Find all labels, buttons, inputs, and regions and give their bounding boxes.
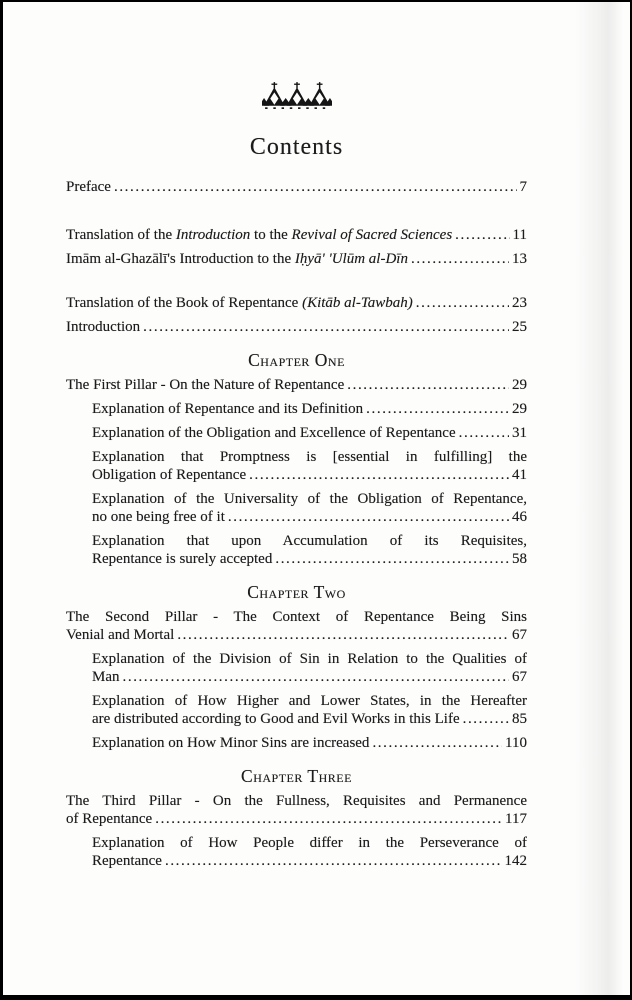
dot-leader — [459, 424, 509, 442]
toc-text: Introduction — [66, 319, 141, 335]
page-number: 13 — [512, 251, 527, 267]
toc-text: Explanation of the Division of Sin in Relation to the Qualities of — [92, 651, 527, 667]
toc-chapter-section — [66, 758, 527, 876]
toc-entry-line — [66, 250, 527, 268]
toc-text: Translation of the — [66, 227, 176, 243]
toc-text: Explanation of Repentance and its Definition — [92, 401, 364, 417]
toc-entry-title — [92, 734, 369, 752]
toc-text: Obligation of Repentance — [92, 467, 247, 483]
toc-entry — [66, 424, 527, 442]
toc-entry-line — [66, 810, 527, 828]
page-number: 23 — [512, 295, 527, 311]
chapter-heading: Chapter Two — [247, 582, 346, 602]
toc-entry-title — [66, 250, 408, 268]
dot-leader — [366, 400, 509, 418]
toc-text: Repentance — [92, 853, 162, 869]
toc-entry-line — [92, 668, 527, 686]
toc-entry-line — [66, 178, 527, 196]
toc-entry-title — [66, 810, 152, 828]
toc-text: Explanation on How Minor Sins are increased — [92, 735, 370, 751]
toc-text: no one being free of it — [92, 509, 225, 525]
toc-text: to the — [250, 227, 292, 243]
page-number: 67 — [512, 669, 527, 685]
dot-leader — [416, 294, 509, 312]
toc-entry — [66, 734, 527, 752]
toc-text: Explanation of How Higher and Lower States, in the Hereafter — [92, 693, 527, 709]
toc-entry — [66, 294, 527, 312]
toc-entry-line — [92, 650, 527, 668]
toc-entry-title — [66, 294, 413, 312]
toc-entry-title — [66, 318, 140, 336]
toc-entry-line — [92, 424, 527, 442]
toc-front-matter-group — [66, 226, 527, 274]
toc-entry — [66, 226, 527, 244]
page-number: 85 — [512, 711, 527, 727]
toc-text-italic: (Kitāb al-Tawbah) — [302, 295, 413, 311]
toc-entry-line — [92, 852, 527, 870]
toc-entry-title — [66, 376, 344, 394]
toc-chapter-section — [66, 574, 527, 758]
toc-text: Explanation of How People differ in the Perseverance of — [92, 835, 527, 851]
dot-leader — [275, 550, 509, 568]
toc-front-matter-group — [66, 178, 527, 202]
toc-entry-title — [92, 466, 246, 484]
toc-entry-line — [66, 792, 527, 810]
toc-entry-line — [66, 626, 527, 644]
toc-entry — [66, 608, 527, 644]
page-number: 67 — [512, 627, 527, 643]
toc-entry-line — [66, 226, 527, 244]
page-number: 46 — [512, 509, 527, 525]
chapter-heading: Chapter Three — [241, 766, 352, 786]
page-number: 11 — [512, 227, 527, 243]
page-content — [66, 82, 527, 876]
table-of-contents — [66, 178, 527, 876]
toc-entry-line — [92, 550, 527, 568]
dot-leader — [347, 376, 509, 394]
toc-front-matter-group — [66, 294, 527, 342]
toc-entry-line — [66, 294, 527, 312]
toc-text: Venial and Mortal — [66, 627, 175, 643]
dot-leader — [143, 318, 509, 336]
dot-leader — [228, 508, 509, 526]
toc-text: Imām al-Ghazālī's Introduction to the — [66, 251, 295, 267]
toc-entry-line — [92, 400, 527, 418]
toc-entry-line — [92, 508, 527, 526]
scan-shadow — [575, 2, 623, 995]
toc-entry-line — [92, 734, 527, 752]
page-number: 7 — [519, 179, 527, 195]
toc-text-italic: Introduction — [175, 227, 251, 243]
toc-text: Man — [92, 669, 120, 685]
dot-leader — [165, 852, 502, 870]
page-number: 29 — [512, 401, 527, 417]
toc-text: Repentance is surely accepted — [92, 551, 273, 567]
page-number: 110 — [505, 735, 527, 751]
dot-leader — [114, 178, 517, 196]
toc-text: The Second Pillar - The Context of Repentance Being Sins — [66, 609, 527, 625]
toc-entry-line — [92, 466, 527, 484]
toc-entry — [66, 490, 527, 526]
toc-entry-line — [92, 448, 527, 466]
paper — [3, 2, 630, 995]
toc-entry — [66, 532, 527, 568]
page-number: 25 — [512, 319, 527, 335]
dot-leader — [155, 810, 502, 828]
toc-entry — [66, 318, 527, 336]
toc-entry — [66, 250, 527, 268]
arabesque-ornament-icon — [66, 82, 527, 110]
page-title: Contents — [249, 134, 344, 160]
toc-entry-line — [92, 692, 527, 710]
toc-entry — [66, 792, 527, 828]
page-number: 29 — [512, 377, 527, 393]
toc-text: of Repentance — [66, 811, 153, 827]
dot-leader — [177, 626, 509, 644]
toc-entry-line — [92, 490, 527, 508]
toc-text: Preface — [66, 179, 111, 195]
toc-entry-line — [92, 834, 527, 852]
toc-entry-title — [92, 710, 460, 728]
page-number: 58 — [512, 551, 527, 567]
toc-entry — [66, 400, 527, 418]
page-number: 31 — [512, 425, 527, 441]
toc-text-italic: Revival of Sacred Sciences — [291, 227, 453, 243]
toc-entry-title — [66, 626, 174, 644]
toc-entry-title — [92, 668, 120, 686]
toc-text: The Third Pillar - On the Fullness, Requisites and Permanence — [66, 793, 527, 809]
page-number: 142 — [504, 853, 527, 869]
toc-entry-line — [92, 532, 527, 550]
toc-entry — [66, 650, 527, 686]
toc-text: Translation of the Book of Repentance — [66, 295, 303, 311]
toc-text: Explanation of the Universality of the Obligation of Repentance, — [92, 491, 527, 507]
toc-text: Explanation of the Obligation and Excellence of Repentance — [92, 425, 456, 441]
toc-entry-title — [92, 508, 225, 526]
toc-entry-line — [92, 710, 527, 728]
toc-entry — [66, 692, 527, 728]
toc-entry-title — [92, 550, 272, 568]
dot-leader — [455, 226, 509, 244]
toc-chapter-section — [66, 342, 527, 574]
page-number: 117 — [505, 811, 527, 827]
chapter-heading: Chapter One — [248, 350, 345, 370]
dot-leader — [249, 466, 509, 484]
page-number: 41 — [512, 467, 527, 483]
toc-entry-title — [92, 424, 456, 442]
dot-leader — [411, 250, 509, 268]
toc-entry-line — [66, 376, 527, 394]
toc-text: are distributed according to Good and Evil Works in this Life — [92, 711, 460, 727]
toc-entry-title — [92, 852, 162, 870]
toc-entry — [66, 834, 527, 870]
toc-entry-title — [66, 178, 111, 196]
toc-entry — [66, 448, 527, 484]
toc-text: The First Pillar - On the Nature of Repentance — [66, 377, 345, 393]
toc-entry — [66, 376, 527, 394]
toc-text-italic: Iḥyā' 'Ulūm al-Dīn — [294, 251, 408, 267]
dot-leader — [372, 734, 502, 752]
toc-entry-title — [66, 226, 452, 244]
toc-entry — [66, 178, 527, 196]
toc-text: Explanation that upon Accumulation of its Requisites, — [92, 533, 527, 549]
dot-leader — [463, 710, 509, 728]
dot-leader — [123, 668, 510, 686]
toc-entry-line — [66, 608, 527, 626]
toc-entry-line — [66, 318, 527, 336]
toc-entry-title — [92, 400, 363, 418]
toc-text: Explanation that Promptness is [essential in fulfilling] the — [92, 449, 527, 465]
